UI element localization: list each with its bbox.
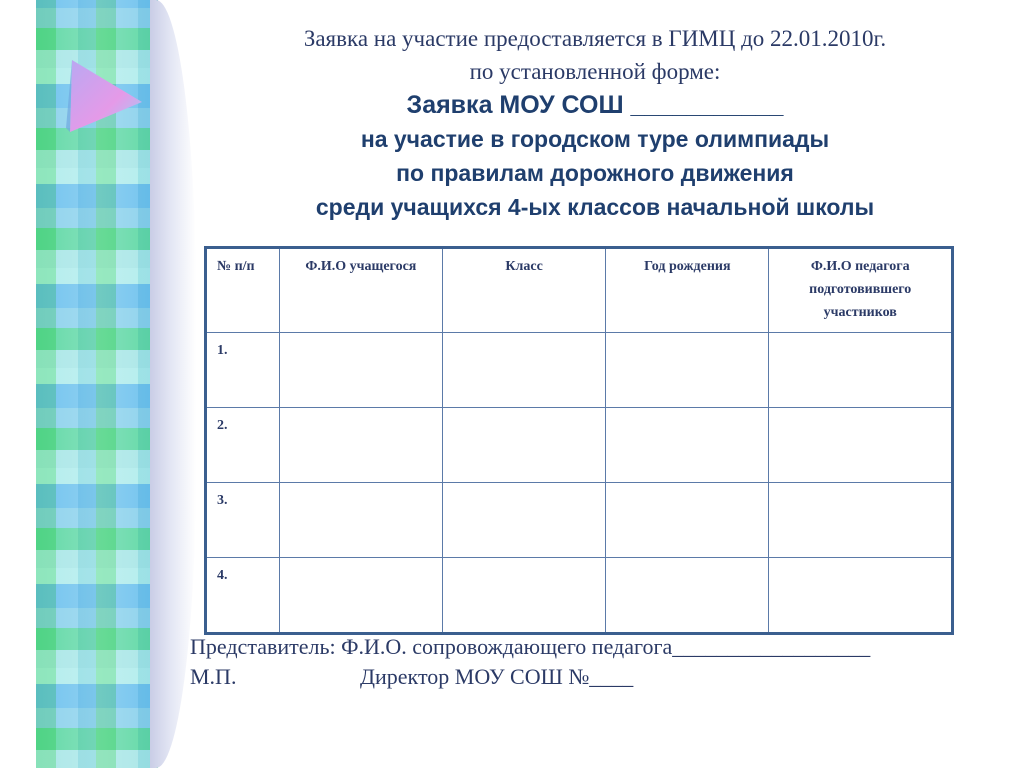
cell-class[interactable] [443,408,606,483]
table-header-row [206,248,953,333]
cell-teacher-name[interactable] [769,558,953,634]
form-subtitle-1: на участие в городском туре олимпиады [360,126,830,152]
left-margin [0,0,36,768]
stamp-place-label: М.П. [190,664,237,689]
cell-birth-year[interactable] [606,483,769,558]
cell-class[interactable] [443,483,606,558]
header-number: № п/п [206,248,280,333]
form-subtitle-2: по правилам дорожного движения [396,160,794,186]
table-row [206,483,953,558]
form-subtitle-3: среди учащихся 4-ых классов начальной школы [315,194,875,220]
header-line-1: Заявка на участие предоставляется в ГИМЦ до 22.01.2010г. [303,26,887,51]
application-table [204,246,954,635]
row-number: 4. [206,558,280,634]
cell-student-name[interactable] [279,333,442,408]
header [200,22,990,224]
footer [190,632,870,692]
cell-class[interactable] [443,558,606,634]
signature-row [190,662,870,692]
representative-line: Представитель: Ф.И.О. сопровождающего педагога__________________ [190,634,871,659]
row-number: 1. [206,333,280,408]
header-birth-year: Год рождения [606,248,769,333]
cell-birth-year[interactable] [606,558,769,634]
header-student-name: Ф.И.О учащегося [279,248,442,333]
cell-teacher-name[interactable] [769,408,953,483]
table-row [206,333,953,408]
cell-student-name[interactable] [279,558,442,634]
cell-birth-year[interactable] [606,333,769,408]
cell-class[interactable] [443,333,606,408]
row-number: 3. [206,483,280,558]
cell-student-name[interactable] [279,408,442,483]
header-teacher-name: Ф.И.О педагога подготовившего участников [769,248,953,333]
director-line: Директор МОУ СОШ №____ [360,664,634,689]
cell-birth-year[interactable] [606,408,769,483]
header-class: Класс [443,248,606,333]
cell-student-name[interactable] [279,483,442,558]
cell-teacher-name[interactable] [769,483,953,558]
row-number: 2. [206,408,280,483]
cell-teacher-name[interactable] [769,333,953,408]
form-title: Заявка МОУ СОШ ___________ [406,91,784,119]
header-line-2: по установленной форме: [469,59,721,84]
table-row [206,558,953,634]
decorative-triangle-icon [66,58,146,138]
table-row [206,408,953,483]
